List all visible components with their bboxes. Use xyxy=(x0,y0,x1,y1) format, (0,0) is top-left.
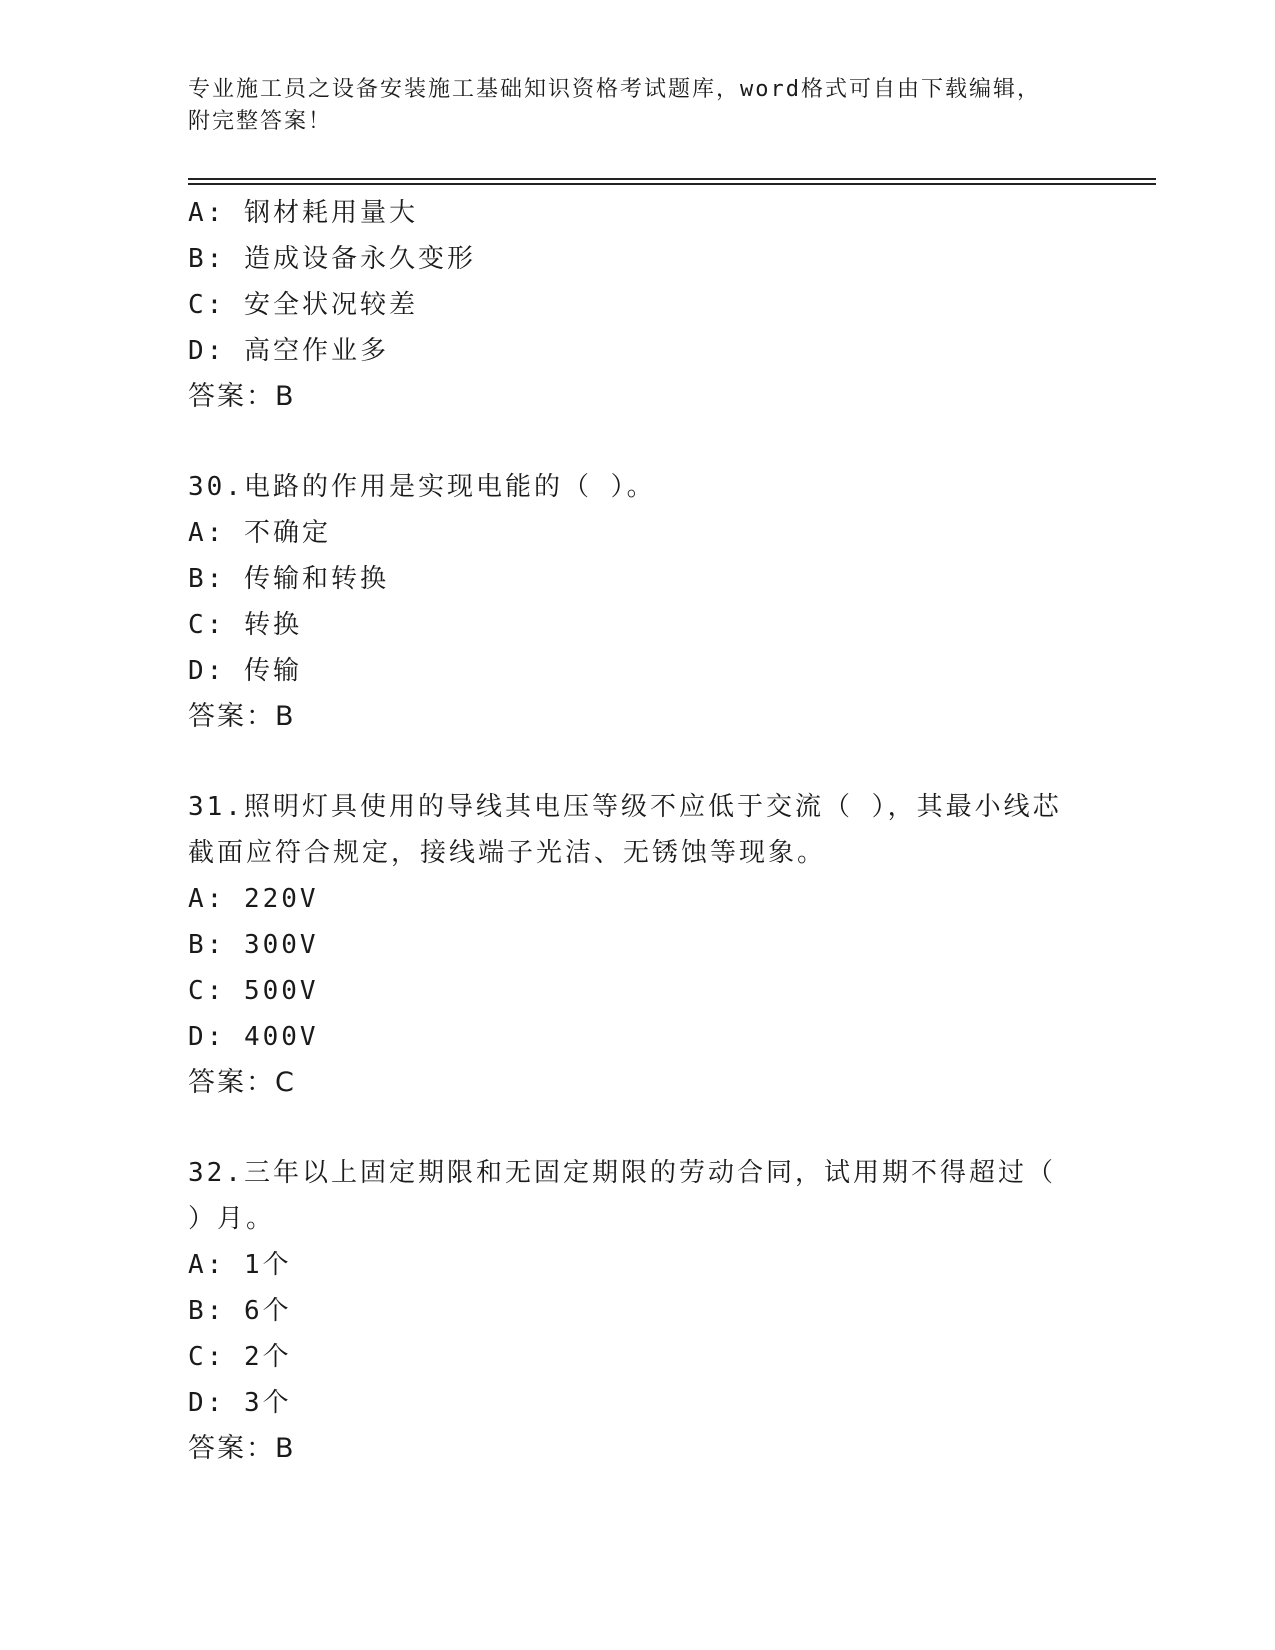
answer-31: 答案：C xyxy=(188,1067,296,1098)
spacer xyxy=(188,740,1088,784)
option-c: C: 安全状况较差 xyxy=(188,290,418,320)
document-header xyxy=(188,74,1068,138)
option-d: D: 400V xyxy=(188,1022,319,1052)
question-30 xyxy=(188,464,1088,740)
question-29 xyxy=(188,190,1088,420)
option-a: A: 220V xyxy=(188,884,319,914)
option-a: A: 1个 xyxy=(188,1250,292,1280)
option-d: D: 高空作业多 xyxy=(188,336,389,366)
answer-29: 答案：B xyxy=(188,381,296,412)
header-line-2: 附完整答案！ xyxy=(188,109,333,134)
question-32 xyxy=(188,1150,1088,1472)
option-d: D: 3个 xyxy=(188,1388,292,1418)
spacer xyxy=(188,1106,1088,1150)
question-31-text-line-2: 截面应符合规定，接线端子光洁、无锈蚀等现象。 xyxy=(188,838,827,868)
header-divider-bottom xyxy=(188,183,1156,185)
answer-32: 答案：B xyxy=(188,1433,296,1464)
header-line-1: 专业施工员之设备安装施工基础知识资格考试题库，word格式可自由下载编辑， xyxy=(188,77,1041,102)
option-c: C: 转换 xyxy=(188,610,302,640)
option-b: B: 造成设备永久变形 xyxy=(188,244,476,274)
option-a: A: 不确定 xyxy=(188,518,331,548)
option-c: C: 500V xyxy=(188,976,319,1006)
answer-30: 答案：B xyxy=(188,701,296,732)
option-d: D: 传输 xyxy=(188,656,302,686)
header-divider-top xyxy=(188,178,1156,180)
option-c: C: 2个 xyxy=(188,1342,292,1372)
spacer xyxy=(188,420,1088,464)
question-31 xyxy=(188,784,1088,1106)
option-b: B: 传输和转换 xyxy=(188,564,389,594)
question-32-text-line-1: 32.三年以上固定期限和无固定期限的劳动合同，试用期不得超过（ xyxy=(188,1158,1056,1188)
option-b: B: 6个 xyxy=(188,1296,292,1326)
question-31-text-line-1: 31.照明灯具使用的导线其电压等级不应低于交流（ ），其最小线芯 xyxy=(188,792,1062,822)
question-32-text-line-2: ）月。 xyxy=(188,1204,276,1234)
question-30-text: 30.电路的作用是实现电能的（ ）。 xyxy=(188,472,656,502)
option-a: A: 钢材耗用量大 xyxy=(188,198,418,228)
option-b: B: 300V xyxy=(188,930,319,960)
question-list xyxy=(188,190,1088,1472)
